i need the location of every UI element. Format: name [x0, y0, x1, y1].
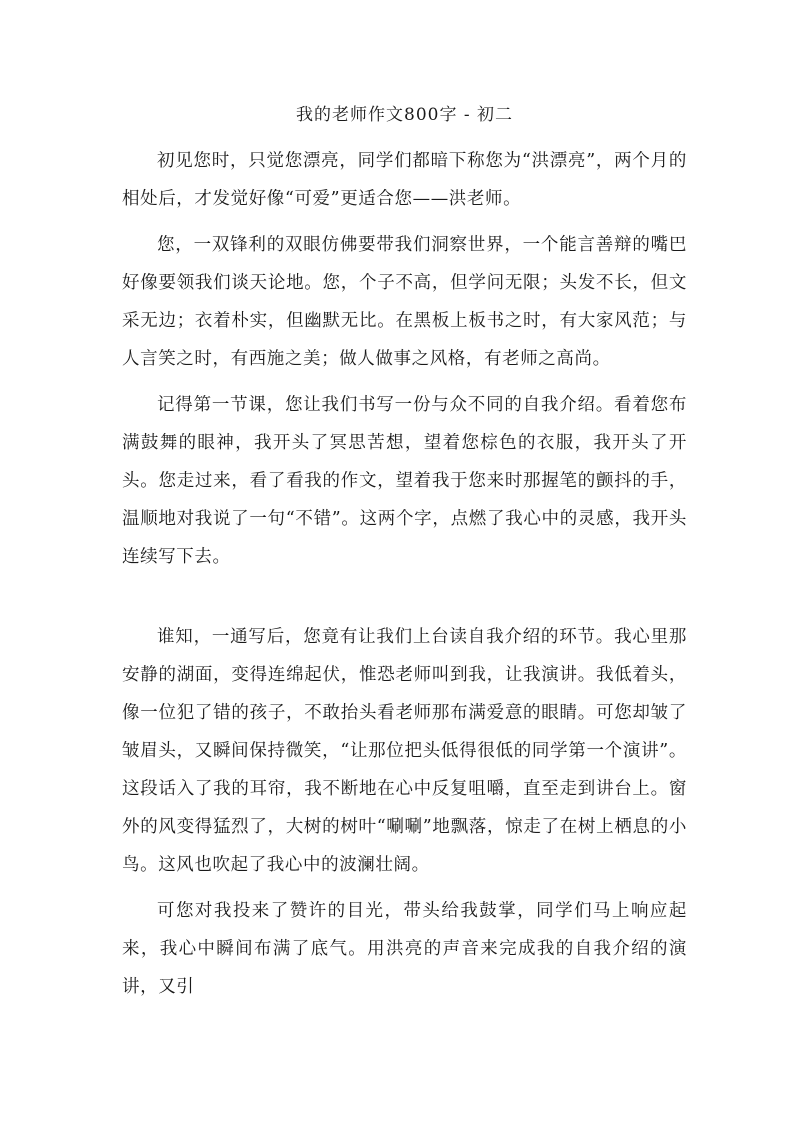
document-page: [122, 100, 687, 1014]
paragraph-4: 谁知，一通写后，您竟有让我们上台读自我介绍的环节。我心里那安静的湖面，变得连绵起伏，惟恐老师叫到我，让我演讲。我低着头，像一位犯了错的孩子，不敢抬头看老师那布满爱意的眼睛。可您却皱了皱眉头，又瞬间保持微笑，“让那位把头低得很低的同学第一个演讲”。这段话入了我的耳帘，我不断地在心中反复咀嚼，直至走到讲台上。窗外的风变得猛烈了，大树的树叶“唰唰”地飘落，惊走了在树上栖息的小鸟。这风也吹起了我心中的波澜壮阔。: [122, 627, 687, 875]
paragraph-2: 您，一双锋利的双眼仿佛要带我们洞察世界，一个能言善辩的嘴巴好像要领我们谈天论地。您，个子不高，但学问无限；头发不长，但文采无边；衣着朴实，但幽默无比。在黑板上板书之时，有大家风范；与人言笑之时，有西施之美；做人做事之风格，有老师之高尚。: [122, 235, 687, 369]
paragraph-5: 可您对我投来了赞许的目光，带头给我鼓掌，同学们马上响应起来，我心中瞬间布满了底气。用洪亮的声音来完成我的自我介绍的演讲，又引: [122, 901, 687, 997]
paragraph-1: 初见您时，只觉您漂亮，同学们都暗下称您为“洪漂亮”，两个月的相处后，才发觉好像“可爱”更适合您——洪老师。: [122, 151, 687, 209]
paragraph-3: 记得第一节课，您让我们书写一份与众不同的自我介绍。看着您布满鼓舞的眼神，我开头了冥思苦想，望着您棕色的衣服，我开头了开头。您走过来，看了看我的作文，望着我于您来时那握笔的颤抖的手，温顺地对我说了一句“不错”。这两个字，点燃了我心中的灵感，我开头连续写下去。: [122, 395, 687, 567]
document-title: 我的老师作文800字 - 初二: [296, 105, 513, 125]
